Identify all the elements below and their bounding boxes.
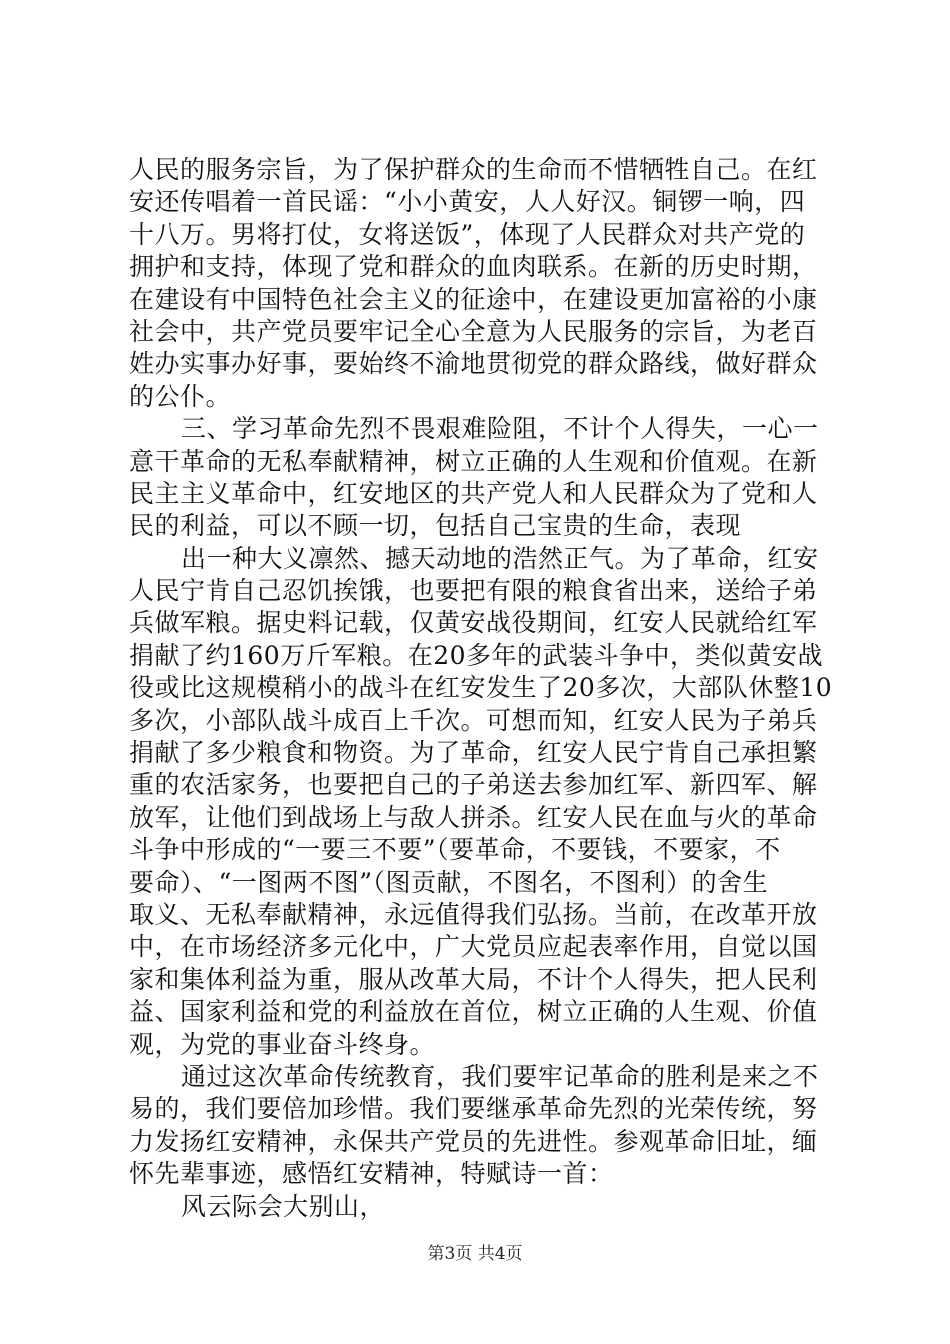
text-line: 斗争中形成的“一要三不要”（要革命，不要钱，不要家，不	[129, 835, 781, 865]
paragraph-start-line: 三、学习革命先烈不畏艰难险阻，不计个人得失，一心一	[181, 414, 819, 444]
text-line: 人民的服务宗旨，为了保护群众的生命而不惜牺牲自己。在红	[129, 155, 818, 184]
text-line: 的公仆。	[129, 381, 232, 411]
text-line: 民主主义革命中，红安地区的共产党人和人民群众为了党和人	[129, 478, 818, 508]
text-line: 拥护和支持，体现了党和群众的血肉联系。在新的历史时期，	[129, 252, 818, 282]
text-line: 力发扬红安精神，永保共产党员的先进性。参观革命旧址，缅	[129, 1126, 818, 1156]
text-line: 兵做军粮。据史料记载，仅黄安战役期间，红安人民就给红军	[129, 608, 818, 638]
text-line: 观，为党的事业奋斗终身。	[129, 1029, 436, 1059]
text-line: 在建设有中国特色社会主义的征途中，在建设更加富裕的小康	[129, 284, 818, 314]
text-line: 捐献了多少粮食和物资。为了革命，红安人民宁肯自己承担繁	[129, 738, 818, 768]
text-line: 姓办实事办好事，要始终不渝地贯彻党的群众路线，做好群众	[129, 349, 818, 379]
text-line: 益、国家利益和党的利益放在首位，树立正确的人生观、价值	[129, 997, 818, 1027]
page-footer	[0, 1243, 950, 1265]
text-line: 要命）、“一图两不图”（图贡献，不图名，不图利）的舍生	[129, 867, 769, 897]
text-line: 民的利益，可以不顾一切，包括自己宝贵的生命，表现	[129, 511, 742, 541]
text-line: 家和集体利益为重，服从改革大局，不计个人得失，把人民利	[129, 964, 818, 994]
text-line: 怀先辈事迹，感悟红安精神，特赋诗一首：	[129, 1159, 614, 1189]
text-line: 取义、无私奉献精神，永远值得我们弘扬。当前，在改革开放	[129, 899, 818, 929]
page-number: 第3页 共4页	[427, 1244, 523, 1264]
text-line: 役或比这规模稍小的战斗在红安发生了20多次，大部队休整10	[129, 673, 833, 703]
paragraph-start-line: 出一种大义凛然、撼天动地的浩然正气。为了革命，红安	[181, 543, 819, 573]
text-line: 易的，我们要倍加珍惜。我们要继承革命先烈的光荣传统，努	[129, 1094, 818, 1124]
text-line: 社会中，共产党员要牢记全心全意为人民服务的宗旨，为老百	[129, 316, 818, 346]
text-line: 捐献了约160万斤军粮。在20多年的武装斗争中，类似黄安战	[129, 640, 824, 670]
document-body	[129, 154, 839, 1223]
poem-first-line: 风云际会大别山，	[181, 1191, 386, 1221]
text-line: 人民宁肯自己忍饥挨饿，也要把有限的粮食省出来，送给子弟	[129, 576, 818, 606]
text-line: 中，在市场经济多元化中，广大党员应起表率作用，自觉以国	[129, 932, 818, 962]
paragraph-start-line: 通过这次革命传统教育，我们要牢记革命的胜利是来之不	[181, 1061, 819, 1091]
text-line: 安还传唱着一首民谣：“小小黄安，人人好汉。铜锣一响，四	[129, 187, 806, 217]
text-line: 十八万。男将打仗，女将送饭”，体现了人民群众对共产党的	[129, 219, 806, 249]
text-line: 重的农活家务，也要把自己的子弟送去参加红军、新四军、解	[129, 770, 818, 800]
text-line: 多次，小部队战斗成百上千次。可想而知，红安人民为子弟兵	[129, 705, 818, 735]
text-line: 放军，让他们到战场上与敌人拼杀。红安人民在血与火的革命	[129, 802, 818, 832]
text-line: 意干革命的无私奉献精神，树立正确的人生观和价值观。在新	[129, 446, 818, 476]
